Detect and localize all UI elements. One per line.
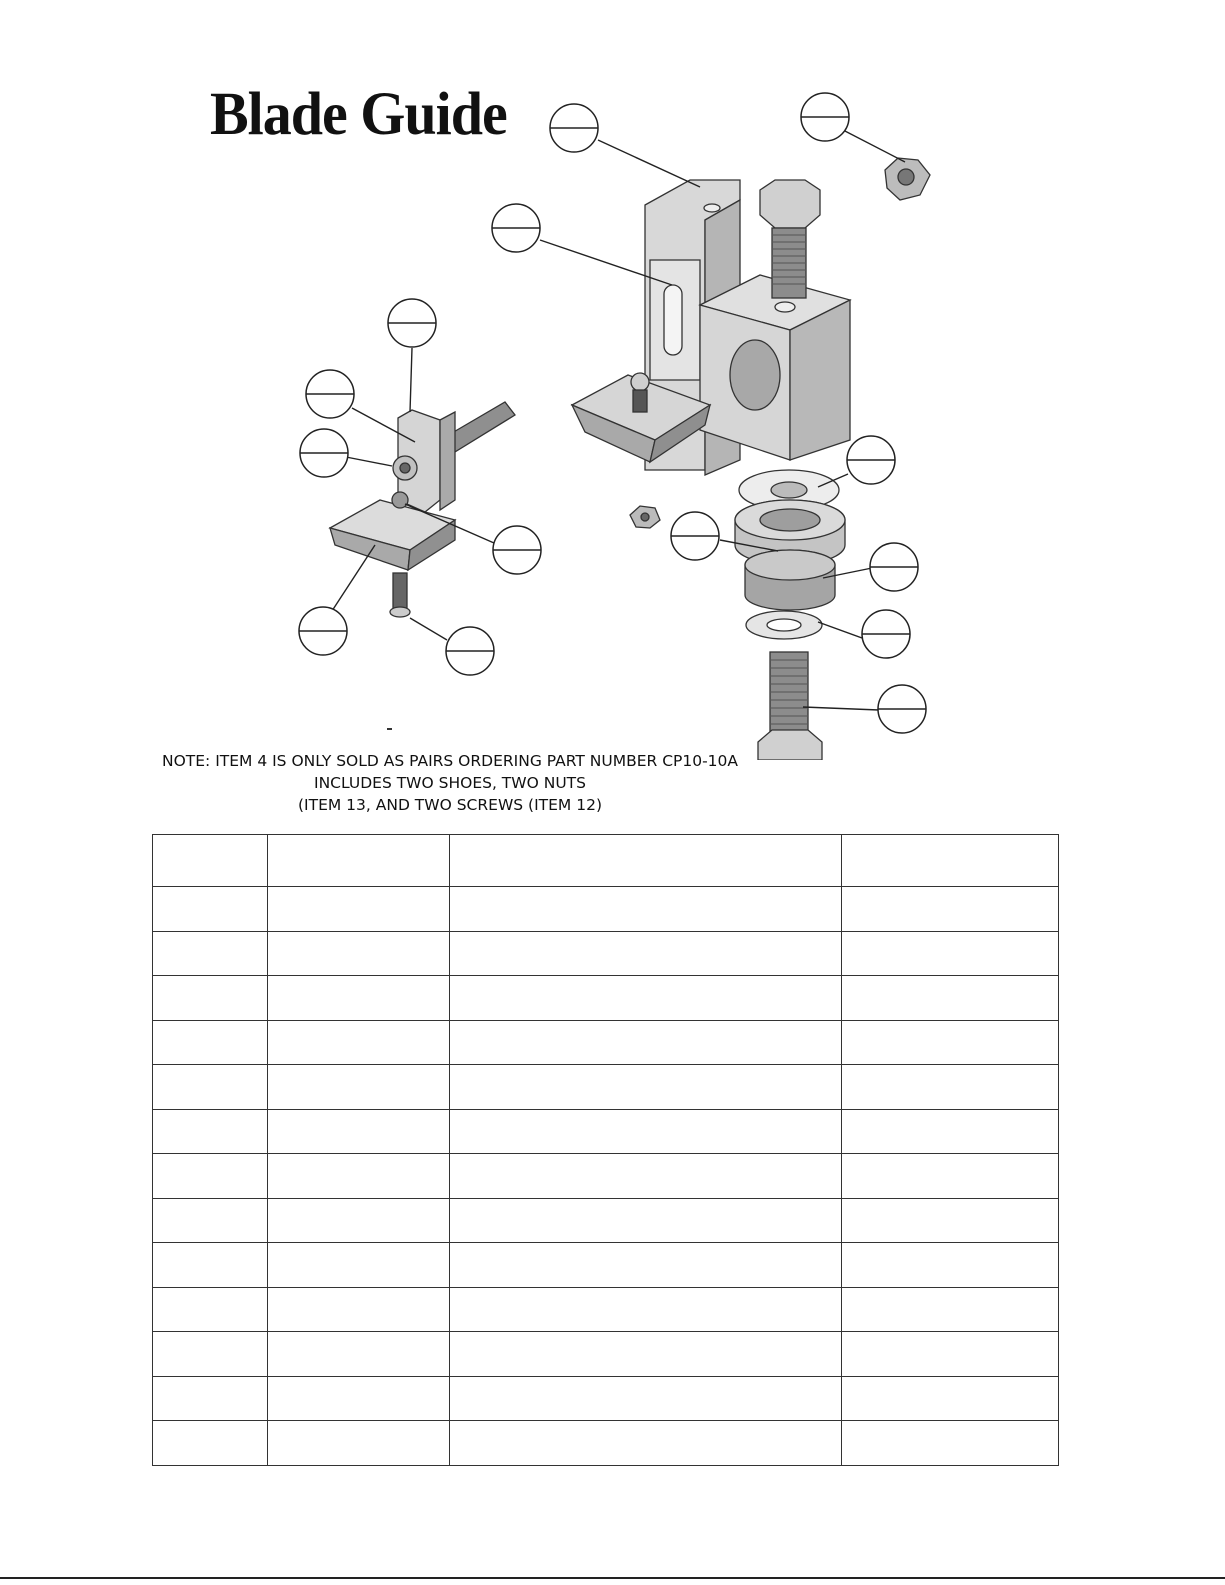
table-cell <box>449 1332 842 1377</box>
callout-balloon <box>862 610 910 658</box>
table-cell <box>449 1154 842 1199</box>
bottom-bolt-part <box>758 652 822 760</box>
table-cell <box>842 1287 1059 1332</box>
table-cell <box>842 1332 1059 1377</box>
table-row <box>153 1376 1059 1421</box>
table-cell <box>842 1109 1059 1154</box>
table-cell <box>267 1198 449 1243</box>
table-cell <box>267 1332 449 1377</box>
table-cell <box>267 976 449 1021</box>
callout-balloon <box>870 543 918 591</box>
table-cell <box>449 1421 842 1466</box>
table-cell <box>153 887 268 932</box>
table-cell <box>267 1243 449 1288</box>
page-title: Blade Guide <box>210 79 507 148</box>
table-row <box>153 931 1059 976</box>
small-nut-part <box>630 506 660 528</box>
left-guide-bracket-part <box>330 402 515 617</box>
callout-balloon <box>492 204 540 252</box>
callout-balloon <box>878 685 926 733</box>
callout-balloon <box>446 627 494 675</box>
table-cell <box>153 976 268 1021</box>
header-cell-description <box>449 835 842 887</box>
top-nut-part <box>885 158 930 200</box>
callout-balloon <box>299 607 347 655</box>
table-cell <box>153 1421 268 1466</box>
callout-balloon <box>300 429 348 477</box>
table-row <box>153 1154 1059 1199</box>
table-cell <box>449 931 842 976</box>
table-row <box>153 1020 1059 1065</box>
page-bottom-rule <box>0 1577 1225 1579</box>
table-cell <box>449 1243 842 1288</box>
parts-list-table <box>152 834 1059 1466</box>
table-cell <box>267 1154 449 1199</box>
table-cell <box>842 1198 1059 1243</box>
table-cell <box>153 1376 268 1421</box>
table-cell <box>153 1020 268 1065</box>
table-cell <box>842 1243 1059 1288</box>
table-cell <box>842 887 1059 932</box>
table-row <box>153 1421 1059 1466</box>
header-cell-part-number <box>267 835 449 887</box>
table-row <box>153 1198 1059 1243</box>
table-cell <box>449 1198 842 1243</box>
callout-balloon <box>801 93 849 141</box>
table-row <box>153 1287 1059 1332</box>
table-cell <box>153 1198 268 1243</box>
table-cell <box>267 1065 449 1110</box>
table-cell <box>449 887 842 932</box>
table-cell <box>153 1287 268 1332</box>
header-cell-quantity <box>842 835 1059 887</box>
table-row <box>153 1109 1059 1154</box>
table-row <box>153 1332 1059 1377</box>
note-line-3: (ITEM 13, AND TWO SCREWS (ITEM 12) <box>297 796 602 814</box>
table-cell <box>449 1287 842 1332</box>
table-cell <box>267 1421 449 1466</box>
table-cell <box>267 1287 449 1332</box>
callout-balloon <box>671 512 719 560</box>
table-cell <box>842 1020 1059 1065</box>
bearing-stack-part <box>735 470 845 639</box>
table-cell <box>267 1109 449 1154</box>
table-cell <box>449 976 842 1021</box>
table-cell <box>267 1376 449 1421</box>
table-cell <box>449 1065 842 1110</box>
table-cell <box>153 1243 268 1288</box>
table-cell <box>449 1020 842 1065</box>
table-row <box>153 887 1059 932</box>
table-row <box>153 976 1059 1021</box>
table-cell <box>842 976 1059 1021</box>
table-row <box>153 1065 1059 1110</box>
callout-balloon <box>388 299 436 347</box>
ordering-note <box>150 750 750 816</box>
table-cell <box>267 887 449 932</box>
table-cell <box>153 1109 268 1154</box>
table-cell <box>153 931 268 976</box>
note-line-2: INCLUDES TWO SHOES, TWO NUTS <box>314 774 586 792</box>
table-cell <box>842 931 1059 976</box>
table-row <box>153 1243 1059 1288</box>
table-cell <box>153 1332 268 1377</box>
callout-balloon <box>306 370 354 418</box>
table-cell <box>842 1154 1059 1199</box>
table-cell <box>842 1065 1059 1110</box>
table-cell <box>267 931 449 976</box>
table-cell <box>449 1109 842 1154</box>
table-cell <box>449 1376 842 1421</box>
table-header-row <box>153 835 1059 887</box>
exploded-parts-diagram <box>0 0 1225 760</box>
note-line-1: NOTE: ITEM 4 IS ONLY SOLD AS PAIRS ORDERING PART NUMBER CP10-10A <box>161 752 739 770</box>
header-cell-item <box>153 835 268 887</box>
callout-balloon <box>847 436 895 484</box>
table-cell <box>267 1020 449 1065</box>
table-cell <box>153 1154 268 1199</box>
table-cell <box>153 1065 268 1110</box>
callout-balloon <box>550 104 598 152</box>
table-cell <box>842 1421 1059 1466</box>
callout-balloon <box>493 526 541 574</box>
stray-mark <box>387 728 392 730</box>
table-cell <box>842 1376 1059 1421</box>
